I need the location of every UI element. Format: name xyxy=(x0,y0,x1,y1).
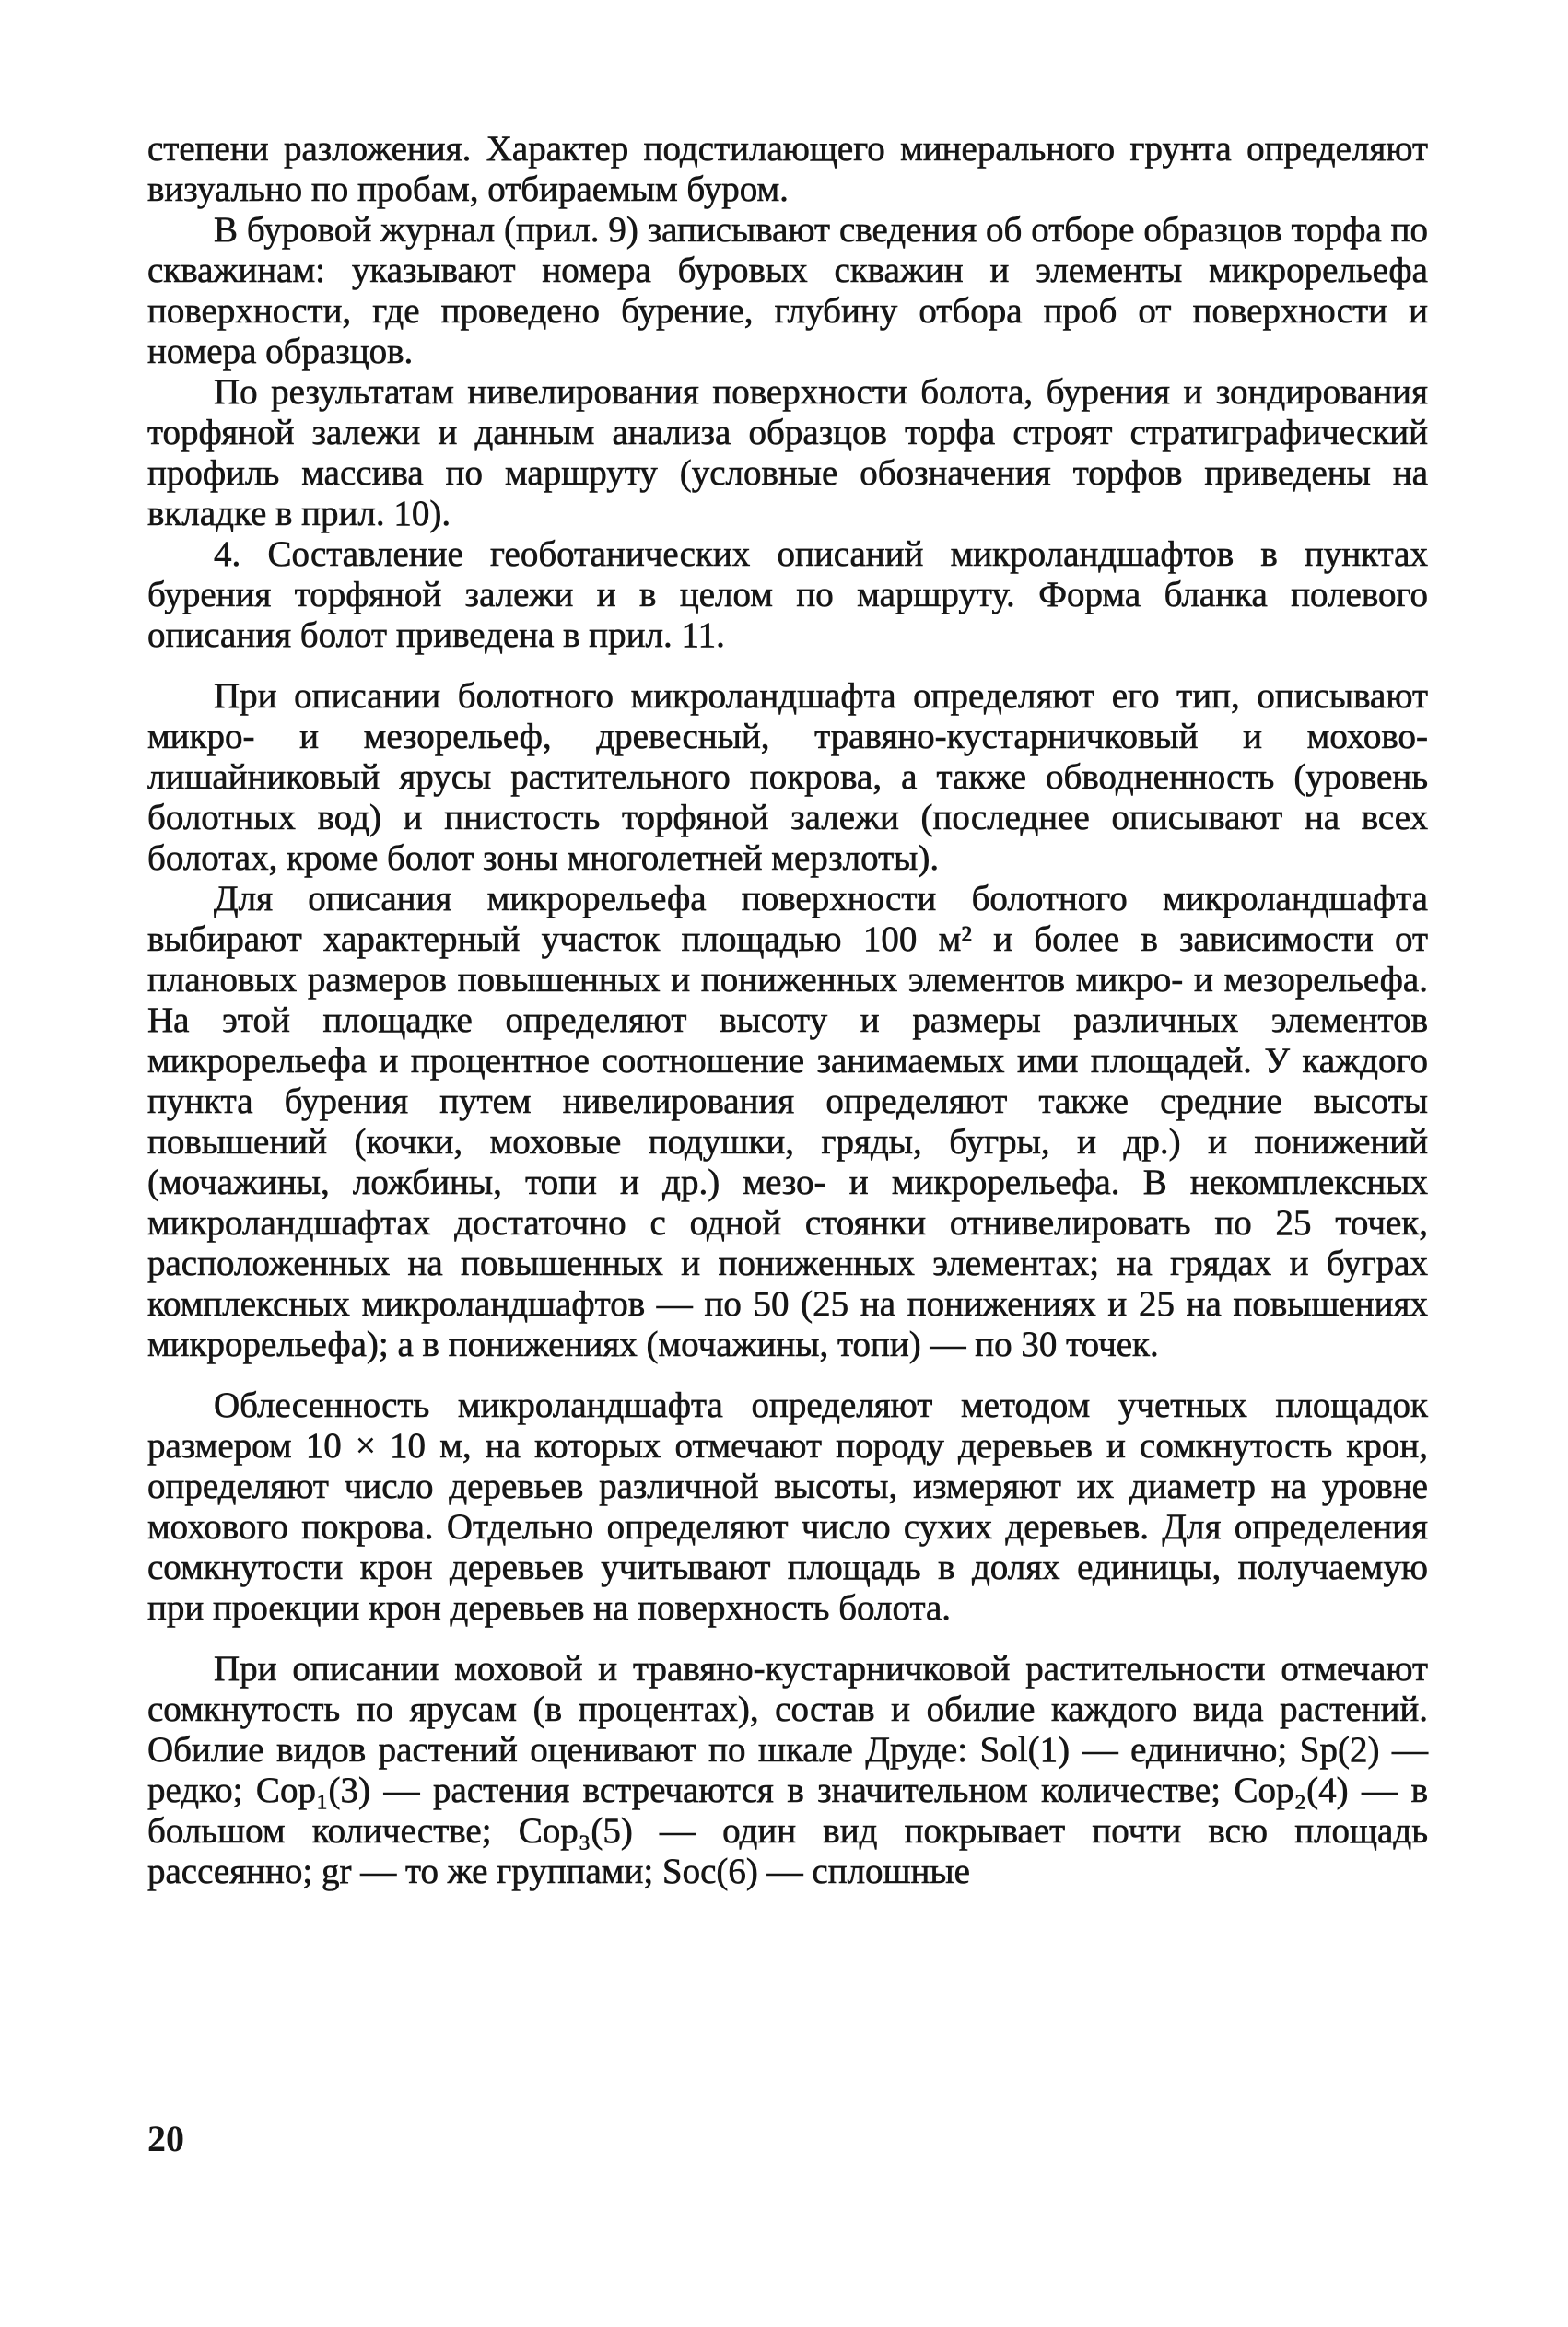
page-number: 20 xyxy=(147,2118,184,2159)
paragraph-5: При описании болотного микроландшафта определяют его тип, описывают микро- и мезорельеф, древесный, травяно-кустарничковый и мохово-лишайниковый ярусы растительного покрова, а также обводненность (уровень болотных вод) и пнистость торфяной залежи (последнее описывают на всех болотах, кроме болот зоны многолетней мерзлоты). xyxy=(147,676,1428,878)
paragraph-6: Для описания микрорельефа поверхности болотного микроландшафта выбирают характерный участок площадью 100 м² и более в зависимости от плановых размеров повышенных и пониженных элементов микро- и мезорельефа. На этой площадке определяют высоту и размеры различных элементов микрорельефа и процентное соотношение занимаемых ими площадей. У каждого пункта бурения путем нивелирования определяют также средние высоты повышений (кочки, моховые подушки, гряды, бугры, и др.) и понижений (мочажины, ложбины, топи и др.) мезо- и микрорельефа. В некомплексных микроландшафтах достаточно с одной стоянки отнивелировать по 25 точек, расположенных на повышенных и пониженных элементах; на грядах и буграх комплексных микроландшафтов — по 50 (25 на понижениях и 25 на повышениях микрорельефа); а в понижениях (мочажины, топи) — по 30 точек. xyxy=(147,879,1428,1364)
paragraph-3: По результатам нивелирования поверхности болота, бурения и зондирования торфяной залежи и данным анализа образцов торфа строят стратиграфический профиль массива по маршруту (условные обозначения торфов приведены на вкладке в прил. 10). xyxy=(147,372,1428,533)
paragraph-2: В буровой журнал (прил. 9) записывают сведения об отборе образцов торфа по скважинам: указывают номера буровых скважин и элементы микрорельефа поверхности, где проведено бурение, глубину отбора проб от поверхности и номера образцов. xyxy=(147,210,1428,371)
paragraph-7: Облесенность микроландшафта определяют методом учетных площадок размером 10 × 10 м, на которых отмечают породу деревьев и сомкнутость крон, определяют число деревьев различной высоты, измеряют их диаметр на уровне мохового покрова. Отдельно определяют число сухих деревьев. Для определения сомкнутости крон деревьев учитывают площадь в долях единицы, получаемую при проекции крон деревьев на поверхность болота. xyxy=(147,1386,1428,1628)
paragraph-1: степени разложения. Характер подстилающего минерального грунта определяют визуально по пробам, отбираемым буром. xyxy=(147,129,1428,209)
paragraph-8: При описании моховой и травяно-кустарничковой растительности отмечают сомкнутость по ярусам (в процентах), состав и обилие каждого вида растений. Обилие видов растений оценивают по шкале Друде: Sol(1) — единично; Sp(2) — редко; Cop₁(3) — растения встречаются в значительном количестве; Cop₂(4) — в большом количестве; Cop₃(5) — один вид покрывает почти всю площадь рассеянно; gr — то же группами; Soc(6) — сплошные xyxy=(147,1649,1428,1891)
paragraph-4: 4. Составление геоботанических описаний микроландшафтов в пунктах бурения торфяной залежи и в целом по маршруту. Форма бланка полевого описания болот приведена в прил. 11. xyxy=(147,534,1428,655)
page-body xyxy=(147,129,1428,1892)
